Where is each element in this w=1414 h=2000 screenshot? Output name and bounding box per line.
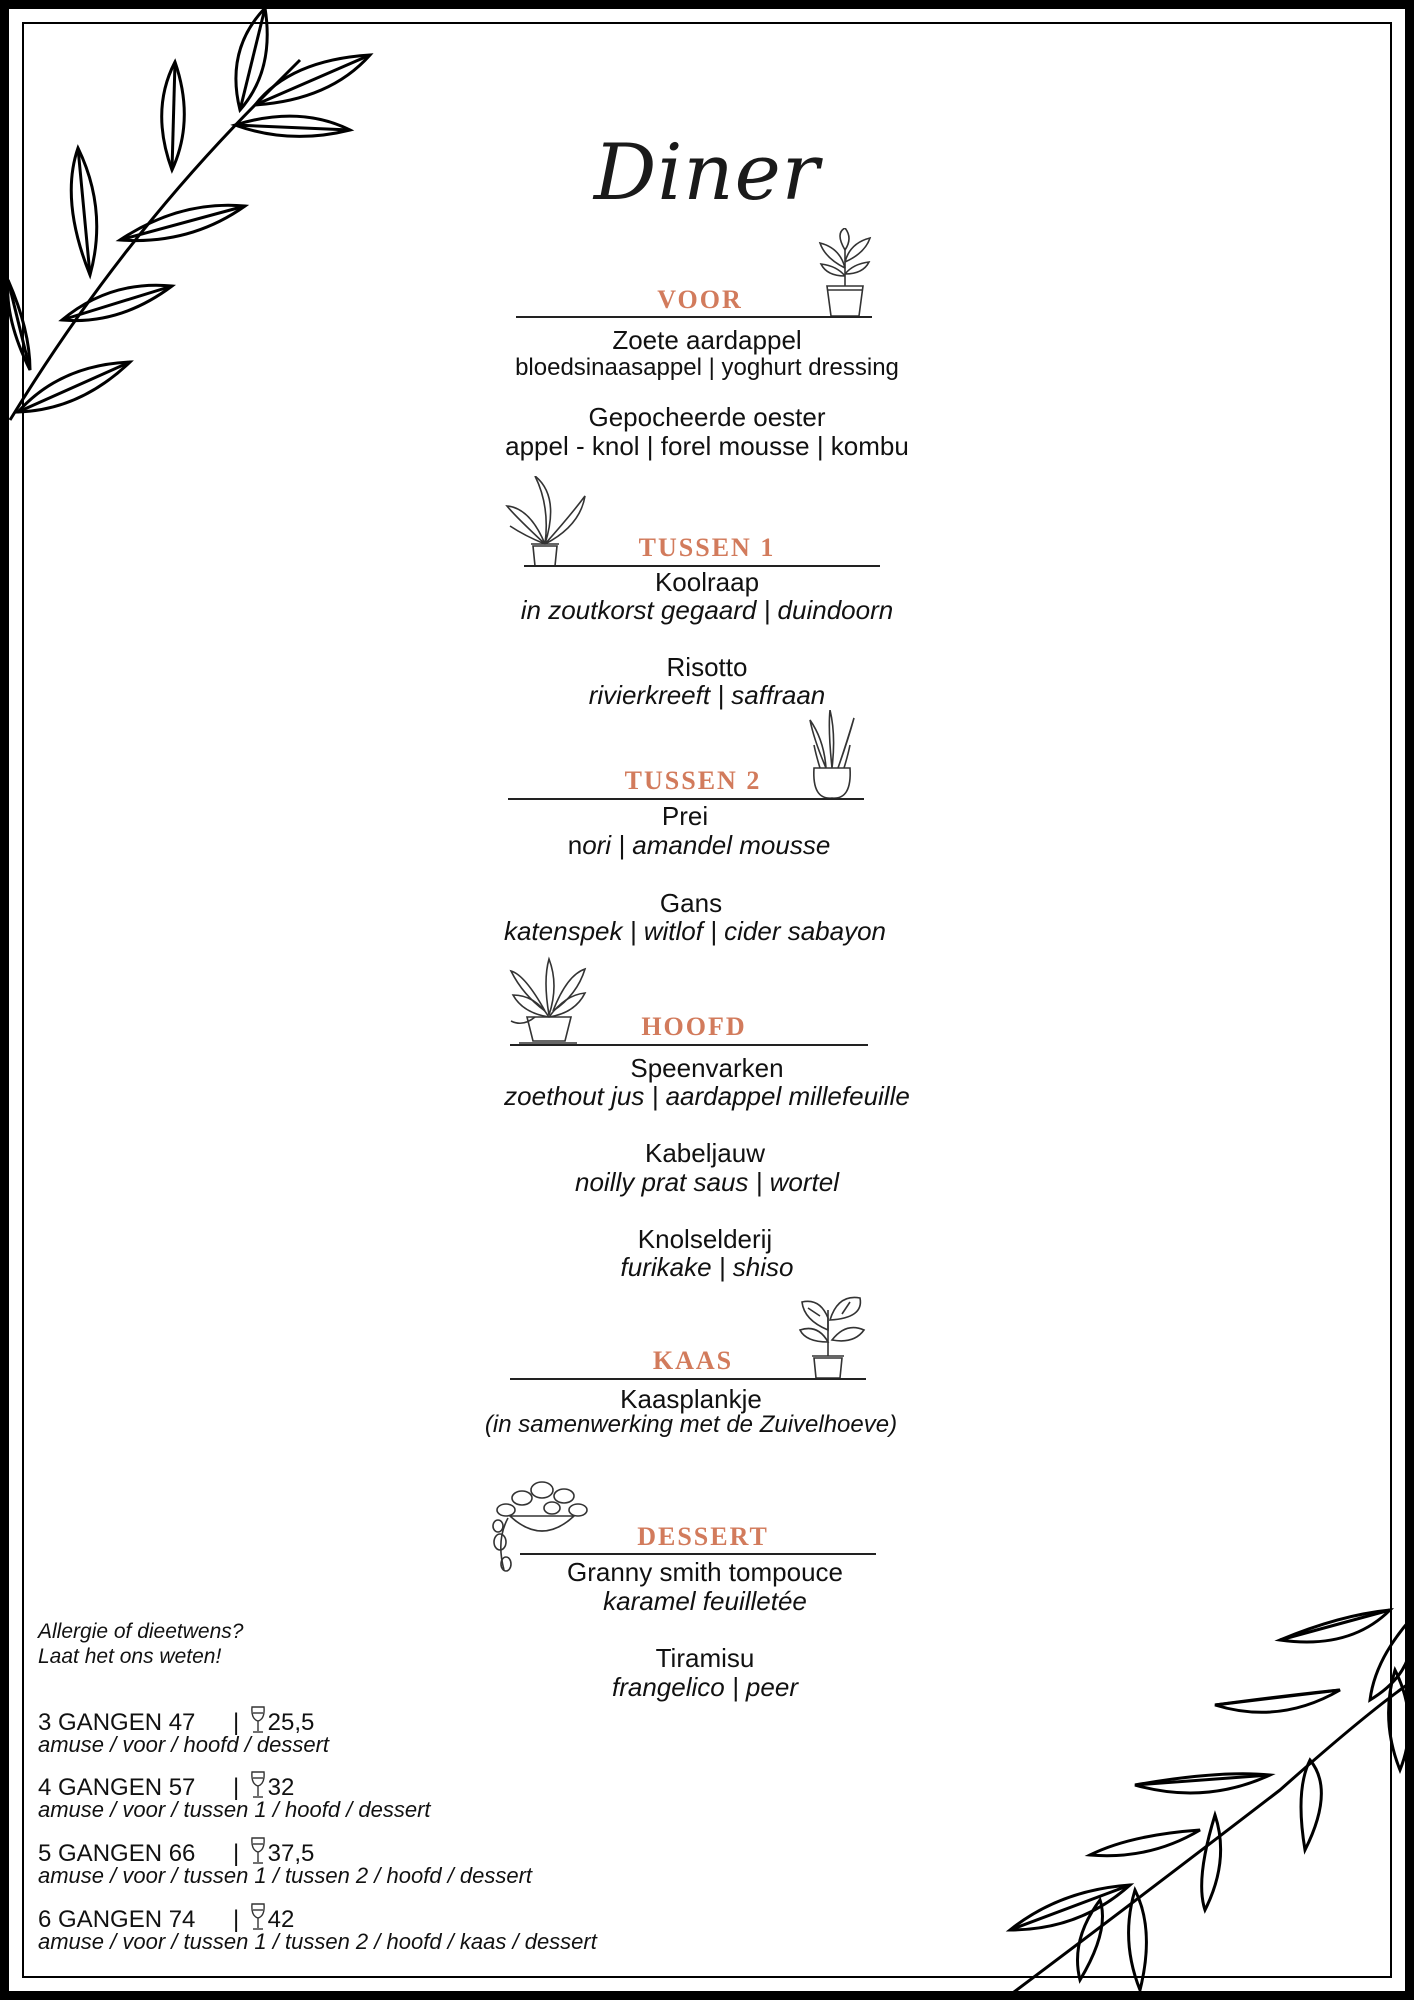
potted-plant-icon	[505, 476, 587, 568]
section-rule	[520, 1553, 876, 1555]
section-rule	[510, 1044, 868, 1046]
wine-price: 37,5	[267, 1840, 315, 1867]
dish-description: noilly prat saus | wortel	[575, 1167, 839, 1197]
menu-label: 6 GANGEN 74	[38, 1906, 196, 1933]
dish-name: Speenvarken	[630, 1053, 784, 1083]
wine-glass-icon	[248, 1771, 268, 1799]
dish-description-rest: ori | amandel mousse	[582, 830, 831, 860]
dish-description: frangelico | peer	[612, 1672, 798, 1702]
monstera-plant-icon	[798, 1290, 866, 1380]
section-heading-hoofd: HOOFD	[641, 1012, 747, 1041]
dish-name: Koolraap	[654, 567, 760, 597]
section-heading-tussen-2: TUSSEN 2	[624, 766, 762, 795]
section-rule	[508, 798, 864, 800]
dish-description: bloedsinaasappel | yoghurt dressing	[515, 354, 899, 381]
menu-label: 5 GANGEN 66	[38, 1840, 196, 1867]
dish-name: Knolselderij	[637, 1224, 773, 1254]
dish-name: Gepocheerde oester	[588, 402, 826, 432]
allergy-line: Laat het ons weten!	[38, 1645, 222, 1668]
dish-name: Zoete aardappel	[612, 325, 802, 355]
page-title: Diner	[593, 128, 821, 218]
dish-description: appel - knol | forel mousse | kombu	[505, 431, 909, 461]
dish-description: rivierkreeft | saffraan	[588, 680, 826, 710]
potted-plant-icon	[505, 955, 589, 1047]
wine-price: 32	[267, 1774, 295, 1801]
menu-courses: amuse / voor / tussen 1 / tussen 2 / hoofd / kaas / dessert	[38, 1929, 597, 1954]
wine-price: 25,5	[267, 1709, 315, 1736]
dish-description: in zoutkorst gegaard | duindoorn	[520, 595, 894, 625]
separator: |	[233, 1709, 240, 1736]
section-rule	[510, 1378, 866, 1380]
dish-description	[0, 830, 1406, 860]
dish-name: Granny smith tompouce	[566, 1557, 843, 1587]
menu-courses: amuse / voor / hoofd / dessert	[38, 1732, 330, 1757]
allergy-note	[38, 1619, 243, 1669]
dish-name: Risotto	[666, 652, 748, 682]
wine-glass-icon	[248, 1837, 268, 1865]
section-rule	[516, 316, 872, 318]
dish-name: Gans	[659, 888, 723, 918]
dish-name: Tiramisu	[655, 1643, 755, 1673]
separator: |	[233, 1774, 240, 1801]
menu-label: 4 GANGEN 57	[38, 1774, 196, 1801]
dish-name: Kabeljauw	[645, 1138, 765, 1168]
separator: |	[233, 1840, 240, 1867]
section-heading-dessert: DESSERT	[637, 1522, 769, 1551]
dish-description-first: n	[567, 830, 583, 860]
dish-description: zoethout jus | aardappel millefeuille	[504, 1081, 910, 1111]
dish-description: katenspek | witlof | cider sabayon	[503, 916, 887, 946]
dish-description: (in samenwerking met de Zuivelhoeve)	[484, 1411, 898, 1438]
section-heading-tussen-1: TUSSEN 1	[638, 533, 776, 562]
wine-price: 42	[267, 1906, 295, 1933]
dish-name: Kaasplankje	[620, 1384, 762, 1414]
snake-plant-icon	[808, 710, 856, 800]
menu-courses: amuse / voor / tussen 1 / hoofd / dessert	[38, 1797, 431, 1822]
wine-glass-icon	[248, 1706, 268, 1734]
allergy-line: Allergie of dieetwens?	[38, 1620, 244, 1643]
dish-name: Prei	[661, 801, 709, 831]
potted-plant-icon	[815, 228, 875, 320]
section-heading-voor: VOOR	[657, 285, 743, 314]
separator: |	[233, 1906, 240, 1933]
dish-description: karamel feuilletée	[603, 1586, 807, 1616]
menu-label: 3 GANGEN 47	[38, 1709, 196, 1736]
wine-glass-icon	[248, 1903, 268, 1931]
section-heading-kaas: KAAS	[652, 1346, 734, 1375]
dish-description: furikake | shiso	[620, 1252, 794, 1282]
menu-courses: amuse / voor / tussen 1 / tussen 2 / hoofd / dessert	[38, 1863, 533, 1888]
